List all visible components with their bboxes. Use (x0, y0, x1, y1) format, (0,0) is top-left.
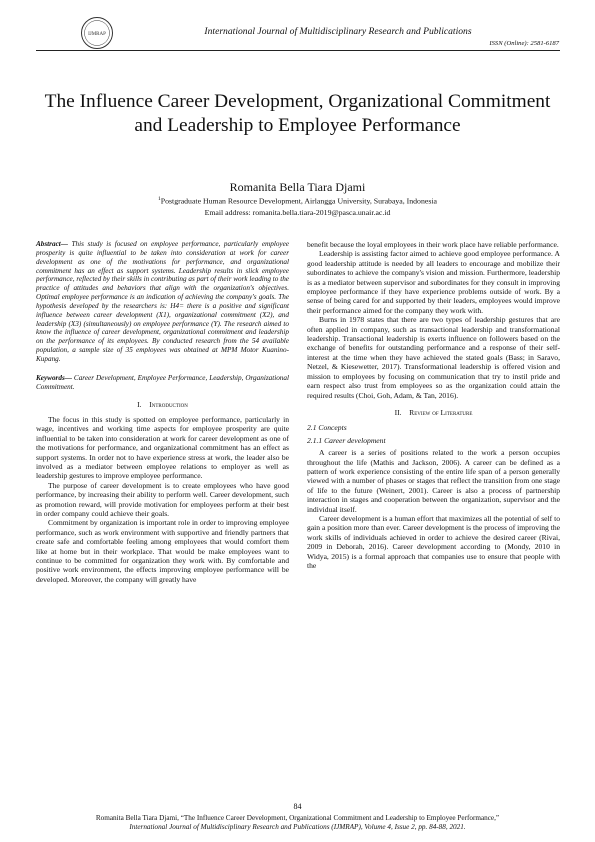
section-heading-review (307, 408, 560, 417)
section-number: I. (137, 399, 142, 409)
section-number: II. (394, 407, 402, 417)
section-title: Review of Literature (409, 407, 473, 417)
body-paragraph: The purpose of career development is to create employees who have good performance, by increasing their ability to perform well. Career development, such as promotion reward, will provide motivation for employees perform at their best in order company could achieve their goals. (36, 480, 289, 518)
body-paragraph: Burns in 1978 states that there are two types of leadership gestures that are often applied in company, such as transactional leadership and transformational leadership. Transactional leadership is exerts influence on followers based on the exchange of benefits for outstanding performance and a response of their self-interest at the time when they have achieved the stated goals (Bass; in Saravo, Netzel, & Kiesewetter, 2017). Transformational leadership is offered vision and mission to employees by focusing on communication that try to instil pride and earn respect also trust from employees so as the organization could attain the required results (Choi, Goh, Adam, & Tan, 2016). (307, 315, 560, 400)
page-number: 84 (293, 802, 302, 811)
subsection-heading: 2.1 Concepts (307, 423, 347, 433)
author-email: Email address: romanita.bella.tiara-2019@pasca.unair.ac.id (204, 208, 391, 217)
keywords-text: Career Development, Employee Performance, Leadership, Organizational Commitment. (36, 373, 289, 391)
body-paragraph: The focus in this study is spotted on employee performance, particularly in wage, incentives and working time aspects for employee prosperity are quite influential to be taken into consideration at work for career development as one of the motivations for performance, and organizational commitment has an effect as support systems. In order not to have experience stress at work, the leader also be involved as a mediator between employee relations to employer as well as leadership gestures to improve employee performance. (36, 414, 289, 481)
body-paragraph: Career development is a human effort that maximizes all the potential of self to gain a position more than ever. Career development is the process of improving the work skills of individuals achieved in order to achieve the desired career (Rivai, 2009 in Deborah, 2016). Career development according to (Mondy, 2010 in Widya, 2015) is a formal approach that companies use to ensure that people with the (307, 513, 560, 570)
abstract (36, 240, 289, 364)
right-column (307, 240, 560, 570)
body-paragraph: Leadership is assisting factor aimed to achieve good employee performance. A good leadership attitude is needed by all leaders to encourage and mobilize their subordinates to achieve the company's vision and mission. Furthermore, leadership is as a mediator between supervisor and subordinates for they consult in improving employee performance if they have experience problems outside of work. By a sense of being cared for and supported by their leaders, employees would improve their performance aimed for the company they work with. (307, 249, 560, 315)
header-rule (36, 50, 560, 51)
citation-line: Romanita Bella Tiara Djami, “The Influence Career Development, Organizational Commitment and Leadership to Employee Performance,” (95, 814, 500, 822)
body-paragraph: A career is a series of positions related to the work a person occupies throughout the life (Mathis and Jackson, 2006). A career can be defined as a pattern of work experience consisting of the entire life span of a person generally viewed with a number of phases or stages that reflect the transition from one stage of life to the future (Weinert, 2001). Career is also a process of partnership interaction in stages and cooperation between the organization, supervisor and the individual itself. (307, 448, 560, 514)
abstract-label: Abstract— (36, 240, 68, 248)
keywords (36, 374, 289, 392)
body-paragraph: Commitment by organization is important role in order to improving employee performance, such as work environment with supportive and friendly partners that create safe and comfortable feeling among employees that would comfort them like at home but in their workplace. That would be make employees want to continue to be committed for organization they work with. By comfortable and positive work environment, the effects improving employee performance will be developed. Moreover, the company will greatly have (36, 518, 289, 584)
journal-logo (80, 16, 114, 50)
abstract-text: This study is focused on employee performance, particularly employee prosperity is quite influential to be taken into consideration at work for career development as one of the motivations for performance, and organizational commitment has an effect as support systems. Leadership results in slick employee performance, reflected by their skills in contributing as part of their work leading to the practice of attitudes and behaviors that align with the organization's objectives. Optimal employee performance is an indication of achieving the company's goals. The hypothesis developed by the researchers is: H4= there is a positive and significant influence between career development (X1), organizational commitment (X2), and leadership (X3) (simultaneously) on employee performance (Y). The research aimed to know the influence of career development, organizational commitment and leadership on the performance of its employees. By conducted research from the 54 available population, a sample size of 35 employees was obtained at MPM Motor Kuanino-Kupang. (36, 240, 289, 363)
affiliation-text: Postgraduate Human Resource Development, Airlangga University, Surabaya, Indonesia (160, 196, 437, 206)
section-title: Introduction (149, 399, 188, 409)
left-column (36, 240, 289, 584)
issn: ISSN (Online): 2581-6187 (489, 40, 559, 47)
paper-title: The Influence Career Development, Organizational Commitment and Leadership to Employee Performance (44, 91, 551, 136)
body-paragraph: benefit because the loyal employees in their work place have reliable performance. (307, 240, 559, 249)
logo-text: IJMRAP (88, 32, 106, 37)
section-heading-introduction (36, 400, 289, 409)
keywords-label: Keywords— (36, 373, 72, 382)
author-name: Romanita Bella Tiara Djami (229, 180, 366, 194)
citation-footer (36, 814, 559, 832)
affiliation (40, 196, 555, 206)
affiliation-sup: 1 (158, 196, 161, 202)
subsubsection-heading: 2.1.1 Career development (307, 435, 386, 445)
citation-line: International Journal of Multidisciplinary Research and Publications (IJMRAP), Volume 4, Issue 2, pp. 84-88, 2021. (129, 823, 466, 832)
journal-name: International Journal of Multidisciplinary Research and Publications (204, 26, 472, 37)
